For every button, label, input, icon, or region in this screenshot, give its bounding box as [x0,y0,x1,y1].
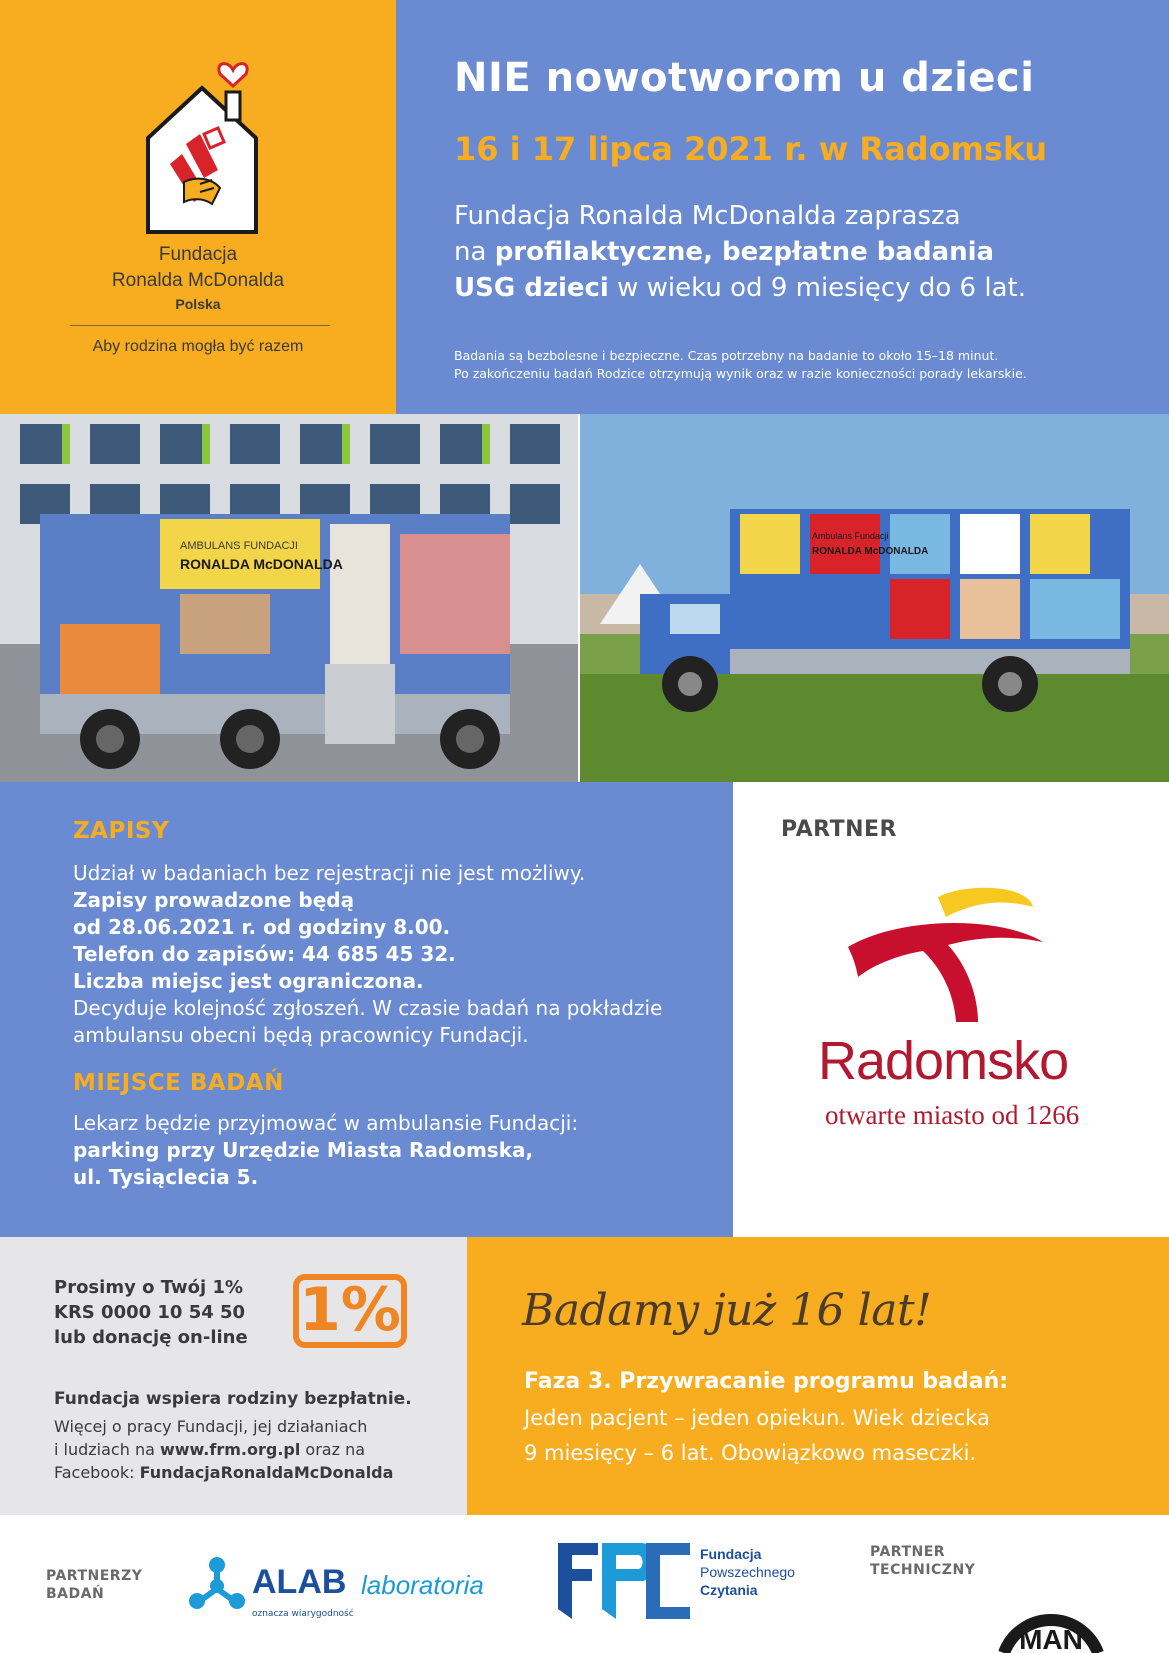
header-panel [396,0,1169,414]
footer-partners [0,1515,1169,1653]
zapisy-text [73,860,723,1049]
truck-label-right-2: RONALDA McDONALDA [812,546,929,557]
miejsce-text [73,1110,723,1191]
miejsce-line-3: ul. Tysiąclecia 5. [73,1165,259,1189]
donation-panel [0,1237,467,1515]
zapisy-heading: ZAPISY [73,818,170,844]
zapisy-line-7: ambulansu obecni będą pracownicy Fundacji. [73,1023,529,1047]
research-partners-line-2: BADAŃ [46,1586,105,1602]
intro-text [454,198,1154,306]
house-logo-icon [140,52,260,237]
exam-note-line-1: Badania są bezbolesne i bezpieczne. Czas potrzebny na badanie to około 15–18 minut. [454,348,999,363]
fund-line-3-a: Facebook: [54,1463,140,1482]
phase-text [524,1401,1124,1471]
fund-line-2 [54,1438,454,1461]
foundation-name-line2: Ronalda McDonalda [111,270,285,291]
facebook-link[interactable]: FundacjaRonaldaMcDonalda [139,1463,394,1482]
fpc-logo-icon [558,1543,690,1619]
miejsce-line-2: parking przy Urzędzie Miasta Radomska, [73,1138,534,1162]
radomsko-swoosh-icon [828,877,1058,1027]
technical-partner-line-2: TECHNICZNY [870,1562,976,1578]
exam-note-line-2: Po zakończeniu badań Rodzice otrzymują wynik oraz w razie konieczności porady lekarskie. [454,366,1027,381]
radomsko-logo-word: Radomsko [818,1031,1069,1091]
truck-label-1: AMBULANS FUNDACJI [180,540,298,552]
miejsce-heading: MIEJSCE BADAŃ [73,1070,284,1096]
fpc-logo-text [700,1545,795,1599]
website-link[interactable]: www.frm.org.pl [159,1440,301,1459]
zapisy-line-1: Udział w badaniach bez rejestracji nie jest możliwy. [73,861,586,885]
partner-panel [733,782,1169,1237]
truck-label-right-1: Ambulans Fundacji [812,531,889,541]
partner-heading: PARTNER [781,817,897,842]
zapisy-phone: Telefon do zapisów: 44 685 45 32. [73,942,456,966]
alab-tagline: oznacza wiarygodność [252,1609,354,1619]
fpc-line-2: Powszechnego [700,1564,795,1580]
intro-line-3-b: w wieku od 9 miesięcy do 6 lat. [608,273,1026,303]
intro-line-1: Fundacja Ronalda McDonalda zaprasza [454,201,961,231]
man-logo-icon [996,1545,1106,1653]
one-percent-badge: 1% [293,1274,407,1348]
fund-heading: Fundacja wspiera rodziny bezpłatnie. [54,1389,412,1409]
man-logo-word: MAN [1019,1624,1083,1653]
alab-molecule-icon [188,1557,246,1615]
zapisy-line-6: Decyduje kolejność zgłoszeń. W czasie badań na pokładzie [73,996,663,1020]
script-title: Badamy już 16 lat! [522,1285,932,1336]
fund-line-1: Więcej o pracy Fundacji, jej działaniach [54,1417,368,1436]
registration-info-panel [0,782,733,1237]
fund-line-2-a: i ludziach na [54,1440,160,1459]
fpc-line-1: Fundacja [700,1546,762,1562]
foundation-name-line1: Fundacja [158,244,238,265]
research-partners-line-1: PARTNERZY [46,1568,143,1584]
phase-heading: Faza 3. Przywracanie programu badań: [524,1369,1009,1394]
radomsko-logo-subtitle: otwarte miasto od 1266 [825,1100,1080,1130]
intro-line-2 [454,234,1154,270]
technical-partner-line-1: PARTNER [870,1544,946,1560]
intro-line-3 [454,270,1154,306]
alab-logo-lab: laboratoria [361,1570,484,1600]
fund-line-3 [54,1461,454,1484]
krs-number: KRS 0000 10 54 50 [54,1302,246,1323]
intro-line-3-bold: USG dzieci [454,273,609,303]
fund-line-2-c: oraz na [300,1440,366,1459]
foundation-tagline: Aby rodzina mogła być razem [92,338,304,355]
fpc-line-3: Czytania [700,1582,758,1598]
phase-line-2: 9 miesięcy – 6 lat. Obowiązkowo maseczki. [524,1441,977,1465]
logo-divider [70,325,330,326]
research-partners-label [46,1567,142,1603]
donation-line-1: Prosimy o Twój 1% [54,1277,243,1298]
foundation-name-line3: Polska [175,296,221,312]
intro-line-2-bold: profilaktyczne, bezpłatne badania [494,237,995,267]
foundation-logo-panel [0,0,396,414]
zapisy-line-3: od 28.06.2021 r. od godziny 8.00. [73,915,451,939]
exam-note [454,347,1154,383]
zapisy-line-2: Zapisy prowadzone będą [73,888,355,912]
truck-label-2: RONALDA McDONALDA [180,556,343,572]
zapisy-line-5: Liczba miejsc jest ograniczona. [73,969,424,993]
technical-partner-label [870,1543,975,1579]
miejsce-line-1: Lekarz będzie przyjmować w ambulansie Fundacji: [73,1111,579,1135]
phase-panel [467,1237,1169,1515]
photo-ambulance-field [580,414,1169,782]
event-date: 16 i 17 lipca 2021 r. w Radomsku [454,130,1047,168]
fund-text [54,1415,454,1484]
donation-text [54,1275,248,1350]
phase-line-1: Jeden pacjent – jeden opiekun. Wiek dziecka [524,1406,990,1430]
donation-line-3: lub donację on-line [54,1327,248,1348]
intro-line-2-a: na [454,237,495,267]
ambulance-field-illustration [580,414,1169,782]
photo-ambulance-building [0,414,578,782]
ambulance-building-illustration [0,414,578,782]
alab-logo-word: ALAB [252,1563,347,1601]
page-title: NIE nowotworom u dzieci [454,55,1035,101]
